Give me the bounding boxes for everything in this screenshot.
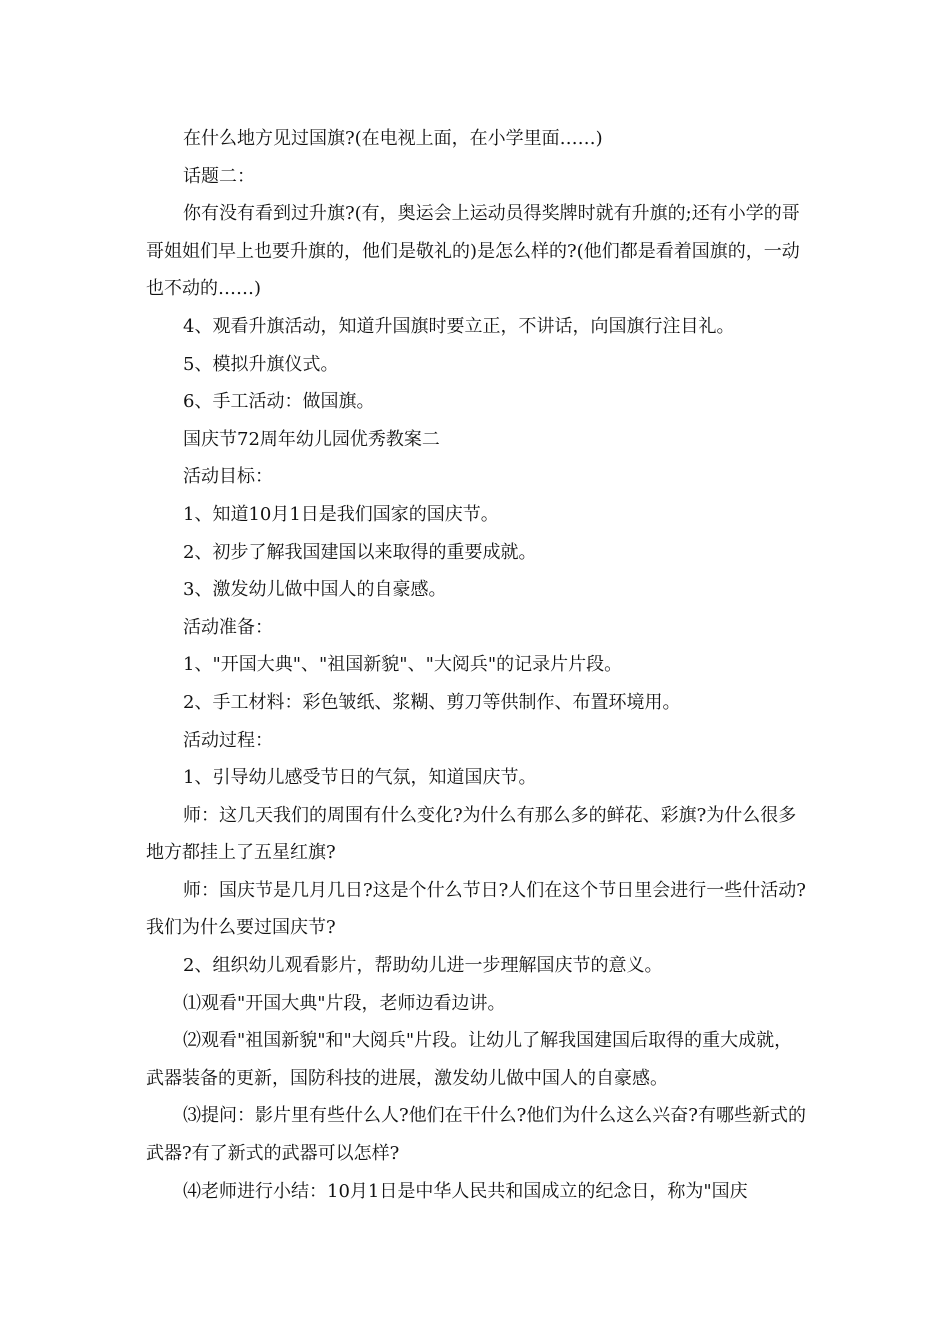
paragraph: 1、引导幼儿感受节日的气氛，知道国庆节。 <box>183 767 537 789</box>
paragraph: 师：国庆节是几月几日?这是个什么节日?人们在这个节日里会进行一些什活动?我们为什么要过国庆节? <box>146 879 806 939</box>
paragraph: 4、观看升旗活动，知道升国旗时要立正，不讲话，向国旗行注目礼。 <box>183 315 735 337</box>
paragraph: 你有没有看到过升旗?(有，奥运会上运动员得奖牌时就有升旗的;还有小学的哥哥姐姐们早上也要升旗的，他们是敬礼的)是怎么样的?(他们都是看着国旗的，一动也不动的……) <box>146 203 800 300</box>
paragraph: 6、手工活动：做国旗。 <box>183 391 375 413</box>
paragraph: 话题二： <box>183 165 255 187</box>
paragraph: 1、知道10月1日是我们国家的国庆节。 <box>183 503 499 525</box>
section-heading: 国庆节72周年幼儿园优秀教案二 <box>183 428 440 450</box>
paragraph: 活动准备： <box>183 616 273 638</box>
paragraph: 2、组织幼儿观看影片，帮助幼儿进一步理解国庆节的意义。 <box>183 955 663 977</box>
paragraph: 活动目标： <box>183 466 273 488</box>
paragraph: 在什么地方见过国旗?(在电视上面，在小学里面……) <box>183 128 603 149</box>
paragraph: ⑷老师进行小结：10月1日是中华人民共和国成立的纪念日，称为"国庆 <box>183 1180 748 1202</box>
paragraph: 2、初步了解我国建国以来取得的重要成就。 <box>183 541 537 563</box>
paragraph: ⑵观看"祖国新貌"和"大阅兵"片段。让幼儿了解我国建国后取得的重大成就，武器装备的更新，国防科技的进展，激发幼儿做中国人的自豪感。 <box>146 1030 793 1089</box>
paragraph: ⑶提问：影片里有些什么人?他们在干什么?他们为什么这么兴奋?有哪些新式的武器?有了新式的武器可以怎样? <box>146 1105 806 1165</box>
paragraph: ⑴观看"开国大典"片段，老师边看边讲。 <box>183 992 506 1014</box>
paragraph: 活动过程： <box>183 729 273 751</box>
paragraph: 师：这几天我们的周围有什么变化?为什么有那么多的鲜花、彩旗?为什么很多地方都挂上了五星红旗? <box>146 804 797 864</box>
paragraph: 3、激发幼儿做中国人的自豪感。 <box>183 579 447 601</box>
paragraph: 2、手工材料：彩色皱纸、浆糊、剪刀等供制作、布置环境用。 <box>183 691 681 713</box>
paragraph: 5、模拟升旗仪式。 <box>183 353 339 375</box>
paragraph: 1、"开国大典"、"祖国新貌"、"大阅兵"的记录片片段。 <box>183 654 623 676</box>
document-body <box>146 120 806 1210</box>
